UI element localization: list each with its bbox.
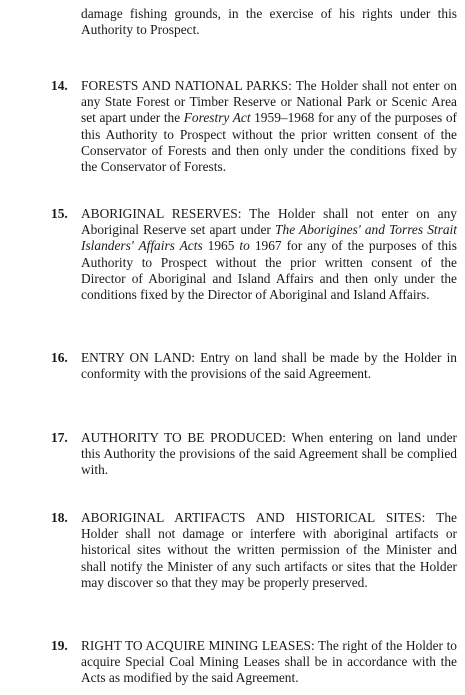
continued-paragraph-text: damage fishing grounds, in the exercise of his rights under this Authority to Prospect. [81, 6, 457, 38]
clause-number: 15. [51, 206, 68, 221]
clause-number: 19. [51, 638, 68, 653]
clause-text: RIGHT TO ACQUIRE MINING LEASES: The right of the Holder to acquire Special Coal Mining Leases shall be in accordance with the Acts as modified by the said Agreement. [81, 638, 457, 686]
clause-14 [51, 78, 457, 175]
clause-number: 16. [51, 350, 68, 365]
clause-15 [51, 206, 457, 303]
clause-text: AUTHORITY TO BE PRODUCED: When entering on land under this Authority the provisions of the said Agreement shall be complied with. [81, 430, 457, 478]
clause-number: 17. [51, 430, 68, 445]
clause-17 [51, 430, 457, 479]
clause-19 [51, 638, 457, 687]
clause-16 [51, 350, 457, 382]
clause-number: 14. [51, 78, 68, 93]
clause-text: ABORIGINAL ARTIFACTS AND HISTORICAL SITES: The Holder shall not damage or interfere with aboriginal artifacts or historical sites without the written permission of the Minister and shall notify the Minister of any such artifacts or sites that the Holder may discover so that they may be properly preserved. [81, 510, 457, 590]
clause-18 [51, 510, 457, 591]
clause-text: ENTRY ON LAND: Entry on land shall be made by the Holder in conformity with the provisions of the said Agreement. [81, 350, 457, 382]
clause-text: FORESTS AND NATIONAL PARKS: The Holder shall not enter on any State Forest or Timber Reserve or National Park or Scenic Area set apart under the Forestry Act 1959–1968 for any of the purposes of this Authority to Prospect without the prior written consent of the Conservator of Forests and then only under the conditions fixed by the Conservator of Forests. [81, 78, 457, 175]
continued-paragraph [81, 6, 457, 38]
clause-text: ABORIGINAL RESERVES: The Holder shall not enter on any Aboriginal Reserve set apart under The Aborigines' and Torres Strait Islanders' Affairs Acts 1965 to 1967 for any of the purposes of this Authority to Prospect without the prior written consent of the Director of Aboriginal and Island Affairs and then only under the conditions fixed by the Director of Aboriginal and Island Affairs. [81, 206, 457, 303]
clause-number: 18. [51, 510, 68, 525]
